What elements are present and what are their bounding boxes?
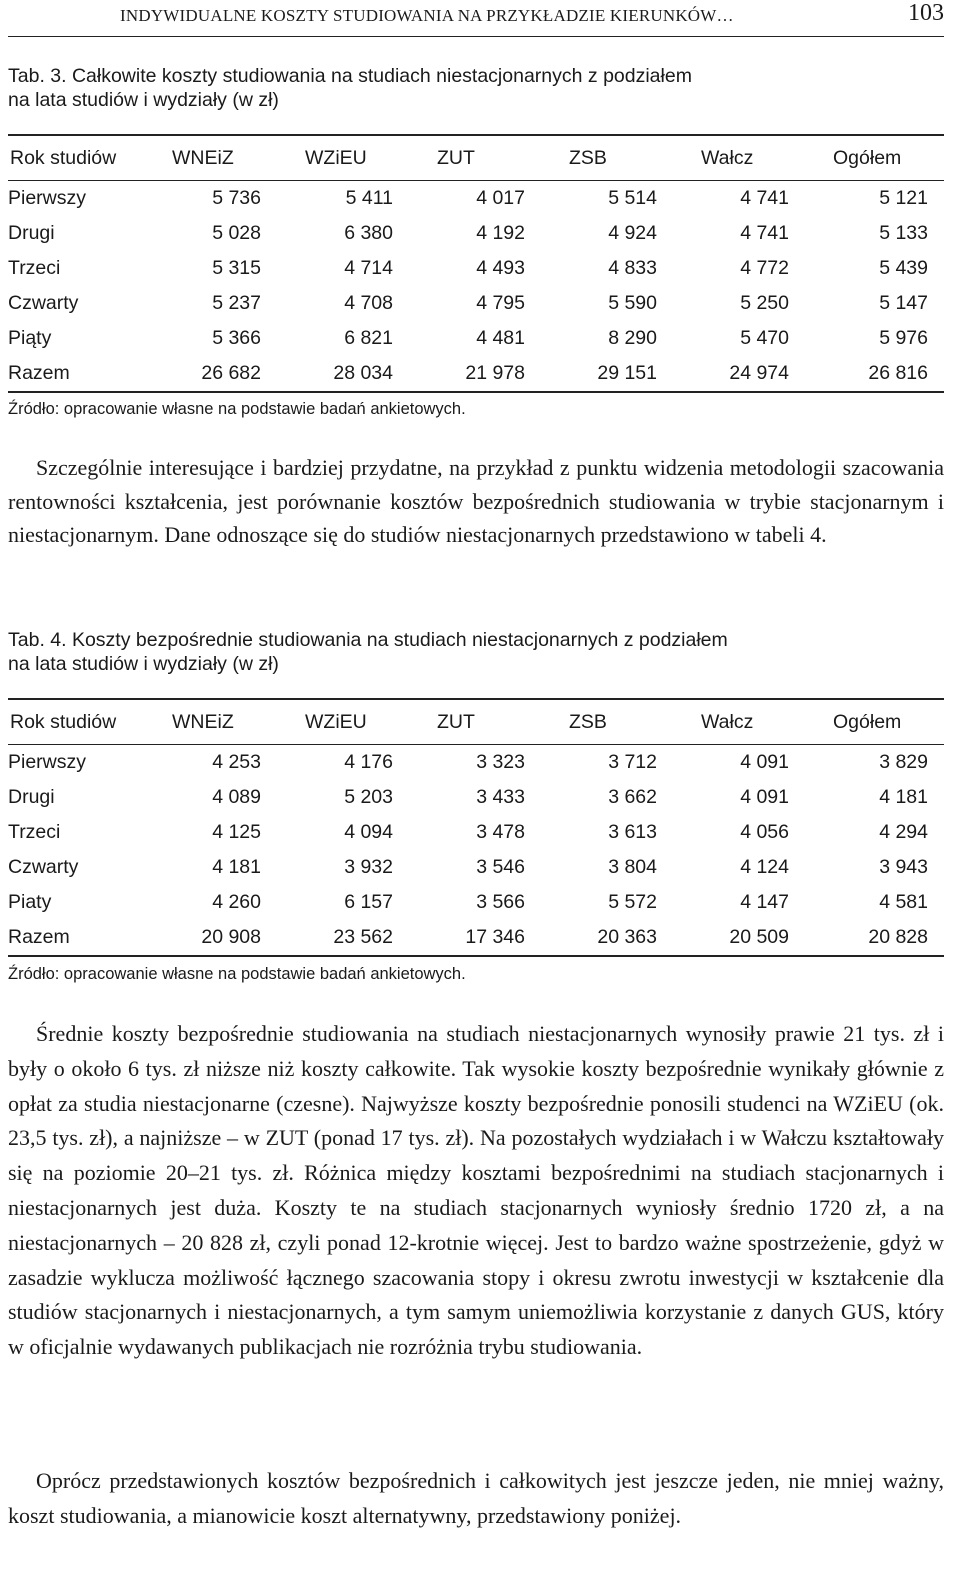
table3-column-header: WNEiZ <box>144 135 277 181</box>
table3-caption-line2: na lata studiów i wydziały (w zł) <box>8 89 279 111</box>
table-cell <box>541 780 673 815</box>
cell-value: 3 433 <box>476 786 525 808</box>
table-cell <box>673 815 805 850</box>
cell-value: 4 017 <box>476 187 525 209</box>
table-row <box>8 745 944 781</box>
cell-value: 5 470 <box>740 327 789 349</box>
row-label: Drugi <box>8 786 55 808</box>
header-rule <box>8 36 944 37</box>
cell-value: 20 363 <box>597 926 657 948</box>
page-number: 103 <box>908 0 944 26</box>
table-row <box>8 286 944 321</box>
table-cell <box>805 181 944 217</box>
table4-caption-line1: Tab. 4. Koszty bezpośrednie studiowania na studiach niestacjonarnych z podziałem <box>8 629 728 651</box>
cell-value: 4 181 <box>879 786 928 808</box>
table-cell <box>541 815 673 850</box>
cell-value: 5 237 <box>212 292 261 314</box>
table-cell <box>805 920 944 956</box>
row-label: Piąty <box>8 327 52 349</box>
table-cell <box>144 920 277 956</box>
table-cell <box>541 286 673 321</box>
table-cell <box>277 920 409 956</box>
cell-value: 28 034 <box>333 362 393 384</box>
table-cell <box>277 356 409 392</box>
cell-value: 3 566 <box>476 891 525 913</box>
row-label: Pierwszy <box>8 751 87 773</box>
table4 <box>8 698 944 957</box>
table-cell <box>409 251 541 286</box>
cell-value: 4 294 <box>879 821 928 843</box>
cell-value: 4 124 <box>740 856 789 878</box>
table3-column-header: ZUT <box>409 135 541 181</box>
cell-value: 4 181 <box>212 856 261 878</box>
table-cell <box>673 745 805 781</box>
cell-value: 3 613 <box>608 821 657 843</box>
table-cell <box>805 251 944 286</box>
cell-value: 20 908 <box>201 926 261 948</box>
cell-value: 3 478 <box>476 821 525 843</box>
table-cell <box>409 920 541 956</box>
cell-value: 5 250 <box>740 292 789 314</box>
cell-value: 20 828 <box>868 926 928 948</box>
table4-source: Źródło: opracowanie własne na podstawie badań ankietowych. <box>8 965 466 983</box>
table-cell <box>541 356 673 392</box>
cell-value: 4 089 <box>212 786 261 808</box>
table3-caption-line1: Tab. 3. Całkowite koszty studiowania na studiach niestacjonarnych z podziałem <box>8 65 692 87</box>
cell-value: 6 380 <box>344 222 393 244</box>
cell-value: 4 176 <box>344 751 393 773</box>
cell-value: 4 708 <box>344 292 393 314</box>
row-label: Czwarty <box>8 292 79 314</box>
cell-value: 5 028 <box>212 222 261 244</box>
table-cell <box>673 216 805 251</box>
table-row <box>8 885 944 920</box>
table-cell <box>805 745 944 781</box>
cell-value: 3 804 <box>608 856 657 878</box>
table-cell <box>541 251 673 286</box>
cell-value: 5 514 <box>608 187 657 209</box>
cell-value: 20 509 <box>729 926 789 948</box>
cell-value: 23 562 <box>333 926 393 948</box>
table3-column-header: WZiEU <box>277 135 409 181</box>
table-row <box>8 356 944 392</box>
cell-value: 26 816 <box>868 362 928 384</box>
table-cell <box>144 885 277 920</box>
cell-value: 5 976 <box>879 327 928 349</box>
cell-value: 4 493 <box>476 257 525 279</box>
cell-value: 4 094 <box>344 821 393 843</box>
table-cell <box>805 356 944 392</box>
paragraph-2: Średnie koszty bezpośrednie studiowania na studiach niestacjonarnych wynosiły prawie 21 tys. zł i były o około 6 tys. zł niższe niż koszty całkowite. Tak wysokie koszty bezpośrednie wynikały głównie z opłat za studia niestacjonarne (czesne). Najwyższe koszty bezpośrednie ponosili studenci na WZiEU (ok. 23,5 tys. zł), a najniższe – w ZUT (ponad 17 tys. zł). Na pozostałych wydziałach i w Wałczu kształtowały się na poziomie 20–21 tys. zł. Różnica między kosztami bezpośrednimi na studiach stacjonarnych i niestacjonarnych jest duża. Koszty te na studiach stacjonarnych wyniosły średnio 1720 zł, a na niestacjonarnych – 20 828 zł, czyli ponad 12-krotnie więcej. Jest to bardzo ważne spostrzeżenie, gdyż w zasadzie wyklucza możliwość łącznego szacowania stopy i okresu zwrotu inwestycji w kształcenie dla studiów stacjonarnych i niestacjonarnych, a tym samym uniemożliwia korzystanie z danych GUS, który w oficjalnie wydawanych publikacjach nie rozróżnia trybu studiowania. <box>8 1021 944 1360</box>
table-cell <box>144 251 277 286</box>
cell-value: 3 829 <box>879 751 928 773</box>
cell-value: 3 323 <box>476 751 525 773</box>
cell-value: 21 978 <box>465 362 525 384</box>
table4-column-header: Wałcz <box>673 699 805 745</box>
cell-value: 4 833 <box>608 257 657 279</box>
paragraph-1: Szczególnie interesujące i bardziej przydatne, na przykład z punktu widzenia metodologii szacowania rentowności kształcenia, jest porównanie kosztów bezpośrednich studiowania w trybie stacjonarnym i niestacjonarnym. Dane odnoszące się do studiów niestacjonarnych przedstawiono w tabeli 4. <box>8 455 944 547</box>
cell-value: 4 091 <box>740 751 789 773</box>
table-cell <box>805 216 944 251</box>
cell-value: 4 741 <box>740 222 789 244</box>
table-cell <box>673 286 805 321</box>
row-label: Czwarty <box>8 856 79 878</box>
table-cell <box>541 850 673 885</box>
table-cell <box>409 321 541 356</box>
cell-value: 4 056 <box>740 821 789 843</box>
cell-value: 8 290 <box>608 327 657 349</box>
cell-value: 4 795 <box>476 292 525 314</box>
table-cell <box>144 286 277 321</box>
table-cell <box>409 216 541 251</box>
table-cell <box>805 780 944 815</box>
row-label: Razem <box>8 356 144 392</box>
cell-value: 4 772 <box>740 257 789 279</box>
table3 <box>8 134 944 393</box>
table3-header-row <box>8 135 944 181</box>
table-cell <box>409 286 541 321</box>
cell-value: 6 157 <box>344 891 393 913</box>
table-cell <box>144 181 277 217</box>
table3-caption <box>8 64 944 112</box>
table-cell <box>277 216 409 251</box>
table-cell <box>673 885 805 920</box>
table4-column-header: WZiEU <box>277 699 409 745</box>
table-cell <box>277 745 409 781</box>
table-cell <box>277 251 409 286</box>
cell-value: 29 151 <box>597 362 657 384</box>
cell-value: 4 714 <box>344 257 393 279</box>
cell-value: 4 253 <box>212 751 261 773</box>
cell-value: 5 572 <box>608 891 657 913</box>
table-cell <box>673 321 805 356</box>
table3-source: Źródło: opracowanie własne na podstawie badań ankietowych. <box>8 400 466 418</box>
table-cell <box>541 216 673 251</box>
table-row <box>8 780 944 815</box>
table4-column-header: ZUT <box>409 699 541 745</box>
table-cell <box>144 216 277 251</box>
cell-value: 4 091 <box>740 786 789 808</box>
table-row <box>8 216 944 251</box>
table-cell <box>144 815 277 850</box>
table-cell <box>277 780 409 815</box>
table3-column-header: ZSB <box>541 135 673 181</box>
cell-value: 3 943 <box>879 856 928 878</box>
table-cell <box>541 745 673 781</box>
table-cell <box>409 356 541 392</box>
table-row <box>8 321 944 356</box>
running-header: INDYWIDUALNE KOSZTY STUDIOWANIA NA PRZYKŁADZIE KIERUNKÓW… <box>120 6 734 25</box>
cell-value: 4 581 <box>879 891 928 913</box>
cell-value: 4 481 <box>476 327 525 349</box>
table3-column-header: Wałcz <box>673 135 805 181</box>
table-cell <box>144 780 277 815</box>
table-row <box>8 920 944 956</box>
table-cell <box>409 885 541 920</box>
table-cell <box>277 885 409 920</box>
table4-caption <box>8 628 944 676</box>
table-cell <box>673 356 805 392</box>
cell-value: 17 346 <box>465 926 525 948</box>
cell-value: 5 133 <box>879 222 928 244</box>
cell-value: 4 260 <box>212 891 261 913</box>
table4-caption-line2: na lata studiów i wydziały (w zł) <box>8 653 279 675</box>
cell-value: 26 682 <box>201 362 261 384</box>
table-cell <box>805 885 944 920</box>
table4-column-header: ZSB <box>541 699 673 745</box>
table-cell <box>409 850 541 885</box>
table-row <box>8 815 944 850</box>
cell-value: 4 125 <box>212 821 261 843</box>
cell-value: 4 147 <box>740 891 789 913</box>
row-label: Drugi <box>8 222 55 244</box>
cell-value: 5 439 <box>879 257 928 279</box>
table-cell <box>409 780 541 815</box>
cell-value: 4 741 <box>740 187 789 209</box>
table-cell <box>673 251 805 286</box>
cell-value: 4 924 <box>608 222 657 244</box>
cell-value: 5 315 <box>212 257 261 279</box>
table-cell <box>673 181 805 217</box>
table-row <box>8 251 944 286</box>
cell-value: 4 192 <box>476 222 525 244</box>
table-cell <box>541 181 673 217</box>
cell-value: 24 974 <box>729 362 789 384</box>
row-label: Piaty <box>8 891 52 913</box>
row-label: Trzeci <box>8 257 61 279</box>
cell-value: 3 546 <box>476 856 525 878</box>
table-cell <box>144 850 277 885</box>
table-row <box>8 181 944 217</box>
table-cell <box>277 815 409 850</box>
cell-value: 5 203 <box>344 786 393 808</box>
cell-value: 3 932 <box>344 856 393 878</box>
table-cell <box>805 321 944 356</box>
table4-header-row <box>8 699 944 745</box>
table-cell <box>409 745 541 781</box>
table-cell <box>144 356 277 392</box>
cell-value: 5 147 <box>879 292 928 314</box>
table-cell <box>144 321 277 356</box>
cell-value: 5 736 <box>212 187 261 209</box>
table-cell <box>144 745 277 781</box>
table-cell <box>409 181 541 217</box>
cell-value: 3 662 <box>608 786 657 808</box>
table-cell <box>673 850 805 885</box>
row-label: Trzeci <box>8 821 61 843</box>
row-label: Pierwszy <box>8 187 87 209</box>
table-row <box>8 850 944 885</box>
table3-column-header: Rok studiów <box>8 135 144 181</box>
table-cell <box>541 920 673 956</box>
table-cell <box>805 286 944 321</box>
table-cell <box>277 181 409 217</box>
table-cell <box>541 885 673 920</box>
cell-value: 5 590 <box>608 292 657 314</box>
cell-value: 5 366 <box>212 327 261 349</box>
row-label: Razem <box>8 920 144 956</box>
table-cell <box>673 920 805 956</box>
table3-column-header: Ogółem <box>805 135 944 181</box>
cell-value: 5 121 <box>879 187 928 209</box>
paragraph-3: Oprócz przedstawionych kosztów bezpośrednich i całkowitych jest jeszcze jeden, nie mniej ważny, koszt studiowania, a mianowicie koszt alternatywny, przedstawiony poniżej. <box>8 1468 944 1528</box>
table-cell <box>541 321 673 356</box>
table-cell <box>673 780 805 815</box>
table4-column-header: Ogółem <box>805 699 944 745</box>
table-cell <box>277 286 409 321</box>
table4-column-header: Rok studiów <box>8 699 144 745</box>
table-cell <box>277 321 409 356</box>
cell-value: 6 821 <box>344 327 393 349</box>
table-cell <box>277 850 409 885</box>
table-cell <box>805 815 944 850</box>
table4-column-header: WNEiZ <box>144 699 277 745</box>
table-cell <box>805 850 944 885</box>
cell-value: 3 712 <box>608 751 657 773</box>
table-cell <box>409 815 541 850</box>
cell-value: 5 411 <box>345 187 393 209</box>
